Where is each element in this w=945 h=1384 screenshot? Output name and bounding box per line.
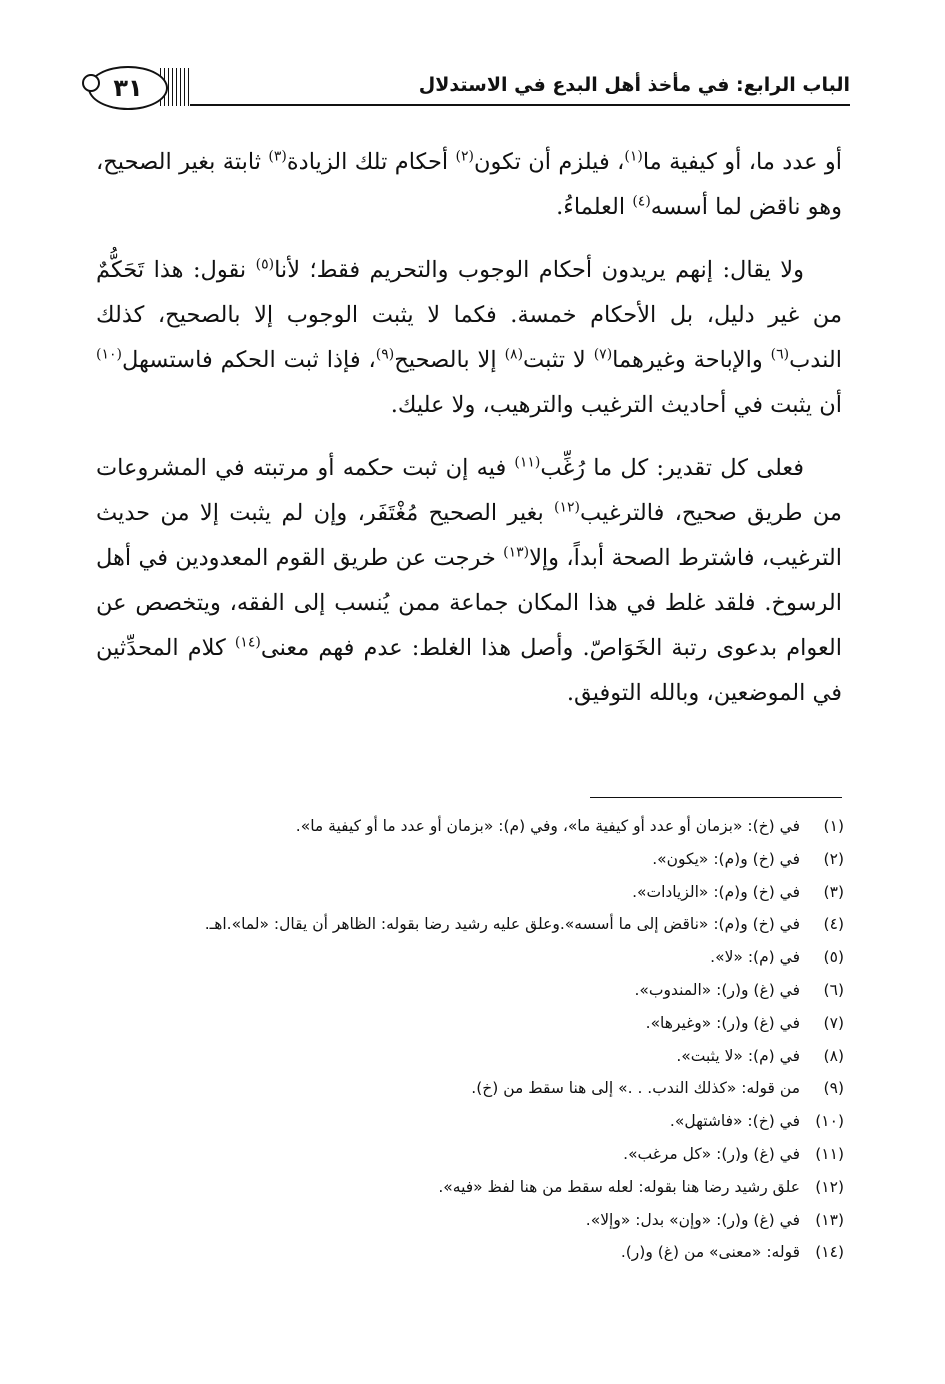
footnote-ref: (١٠) [96,346,122,363]
text-segment: أو عدد ما، أو كيفية ما [642,149,843,175]
page-number-badge [88,66,168,110]
footnote-text: علق رشيد رضا هنا بقوله: لعله سقط من هنا لفظ «فيه». [438,1177,800,1196]
footnote-ref: (٤) [632,193,651,210]
text-segment: نقول: هذا تَحَكُّمٌ من غير دليل، بل الأحكام خمسة. فكما لا يثبت الوجوب إلا بالصحيح، كذلك الندب [96,257,842,373]
footnote-text: في (غ) و(ر): «كل مرغب». [623,1144,800,1163]
text-segment: خرجت عن طريق القوم المعدودين في أهل الرسوخ. فلقد غلط في هذا المكان جماعة ممن يُنسب إلى الفقه، ويتخصص عن العوام بدعوى رتبة الخَوَاصّ. وأصل هذا الغلط: عدم فهم معنى [96,545,842,661]
text-segment: كلام المحدِّثين في الموضعين، وبالله التوفيق. [96,635,842,706]
text-segment: إلا بالصحيح [394,347,505,373]
footnote-text: في (خ) و(م): «ناقض إلى ما أسسه».وعلق عليه رشيد رضا بقوله: الظاهر أن يقال: «لما».اهـ. [204,915,800,934]
page-header [88,58,850,114]
text-segment: أحكام تلك الزيادة [286,149,456,175]
footnote-ref: (١) [624,148,643,165]
footnote [96,1171,844,1204]
footnote-number: (٧) [823,1013,844,1032]
footnote-separator [590,797,842,798]
footnote-number: (٢) [823,849,844,868]
footnote-number: (١٤) [815,1243,844,1262]
body-paragraph [96,446,842,716]
running-head: الباب الرابع: في مأخذ أهل البدع في الاستدلال [418,74,850,96]
footnote-number: (٨) [823,1046,844,1065]
page-number: ٣١ [113,74,143,102]
footnote-ref: (٩) [375,346,395,363]
footnote-ref: (٣) [268,148,287,165]
text-segment: ولا يقال: إنهم يريدون أحكام الوجوب والتحريم فقط؛ لأنا [274,257,804,283]
footnote-ref: (١٢) [554,499,581,516]
footnote-ref: (١٣) [503,544,530,561]
footnote [96,1105,844,1138]
footnote-ref: (٢) [455,148,474,165]
footnote-ref: (١١) [514,454,541,471]
footnote-ref: (٦) [770,346,790,363]
footnotes [96,810,844,1269]
text-segment: ثابتة بغير الصحيح، وهو ناقض لما أسسه [96,149,842,220]
text-segment: بغير الصحيح مُغْتَفَر، وإن لم يثبت إلا من حديث الترغيب، فاشترط الصحة أبداً، وإلا [96,500,842,571]
footnote [96,810,844,843]
footnote-ref: (٨) [504,346,524,363]
text-segment: والإباحة وغيرهما [612,347,771,373]
footnote-number: (٥) [823,948,844,967]
footnote-text: في (غ) و(ر): «وغيرها». [645,1013,800,1032]
footnote-number: (٩) [823,1079,844,1098]
footnote-number: (١) [823,817,844,835]
footnote-number: (١٣) [815,1210,844,1229]
footnote-text: في (م): «لا». [710,948,800,967]
footnote-number: (١٠) [815,1112,844,1131]
footnote-text: في (خ) و(م): «الزيادات». [632,882,800,901]
footnote [96,876,844,909]
text-segment: فيه إن ثبت حكمه أو مرتبته في المشروعات من طريق صحيح، فالترغيب [96,455,842,526]
footnote-text: في (م): «لا يثبت». [676,1046,800,1065]
footnote-ref: (٧) [593,346,613,363]
footnote-text: في (خ) و(م): «يكون». [652,849,800,868]
footnote-ref: (٥) [255,256,275,273]
footnote [96,1007,844,1040]
footnote [96,1040,844,1073]
footnote-text: في (غ) و(ر): «المندوب». [634,980,800,999]
text-segment: ، فيلزم أن تكون [474,149,625,175]
footnote [96,843,844,876]
footnote [96,1072,844,1105]
footnote [96,941,844,974]
text-segment: لا تثبت [523,347,594,373]
text-segment: ، فإذا ثبت الحكم فاستسهل [121,347,376,373]
footnote-text: في (خ): «فاشتهل». [669,1112,800,1131]
footnote [96,1138,844,1171]
footnote-number: (١١) [815,1144,844,1163]
footnote-number: (١٢) [815,1177,844,1196]
footnote [96,1204,844,1237]
footnote-ref: (١٤) [234,634,261,651]
body-paragraph [96,248,842,428]
text-segment: العلماءُ. [556,194,633,220]
main-text [96,140,842,734]
header-rule [188,104,850,106]
footnote [96,1236,844,1269]
footnote [96,908,844,941]
footnote-number: (٤) [823,915,844,934]
footnote-text: قوله: «معنى» من (غ) و(ر). [620,1243,800,1262]
text-segment: فعلى كل تقدير: كل ما رُغِّب [540,455,805,481]
body-paragraph [96,140,842,230]
footnote-text: من قوله: «كذلك الندب. . .» إلى هنا سقط من (خ). [471,1079,800,1098]
footnote-text: في (غ) و(ر): «وإن» بدل: «وإلا». [585,1210,800,1229]
footnote-number: (٦) [823,980,844,999]
footnote-number: (٣) [823,882,844,901]
ring-ornament-icon [82,74,100,92]
footnote [96,974,844,1007]
footnote-text: في (خ): «بزمان أو عدد أو كيفية ما»، وفي (م): «بزمان أو عدد ما أو كيفية ما». [295,817,800,835]
text-segment: أن يثبت في أحاديث الترغيب والترهيب، ولا عليك. [390,392,842,418]
